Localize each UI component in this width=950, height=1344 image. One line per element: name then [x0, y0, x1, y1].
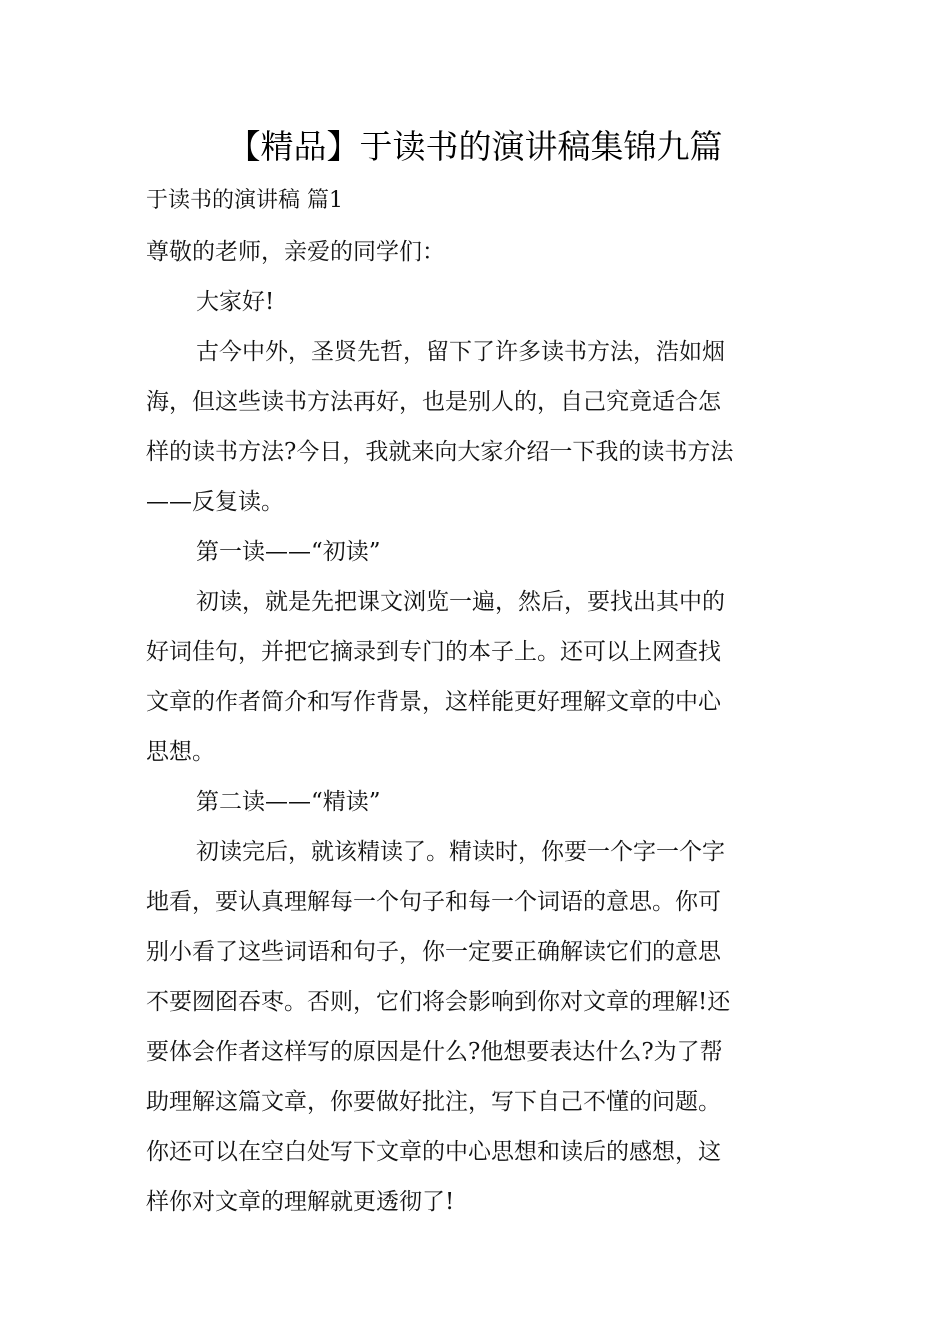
paragraph-line: ——反复读。 — [146, 489, 284, 515]
paragraph-line: 别小看了这些词语和句子，你一定要正确解读它们的意思 — [146, 939, 721, 965]
paragraph-line: 样你对文章的理解就更透彻了! — [146, 1189, 455, 1215]
paragraph-line: 初读完后，就该精读了。精读时，你要一个字一个字 — [196, 839, 725, 865]
salutation-line: 尊敬的老师，亲爱的同学们： — [146, 239, 445, 265]
paragraph-line: 文章的作者简介和写作背景，这样能更好理解文章的中心 — [146, 689, 721, 715]
paragraph-line: 你还可以在空白处写下文章的中心思想和读后的感想，这 — [146, 1139, 721, 1165]
paragraph-line: 好词佳句，并把它摘录到专门的本子上。还可以上网查找 — [146, 639, 721, 665]
paragraph-line: 要体会作者这样写的原因是什么?他想要表达什么?为了帮 — [146, 1039, 723, 1065]
paragraph-line: 海，但这些读书方法再好，也是别人的，自己究竟适合怎 — [146, 389, 721, 415]
greeting-line: 大家好! — [196, 289, 275, 315]
section-heading: 于读书的演讲稿 篇1 — [146, 188, 343, 213]
paragraph-line: 初读，就是先把课文浏览一遍，然后，要找出其中的 — [196, 589, 725, 615]
paragraph-line: 古今中外，圣贤先哲，留下了许多读书方法，浩如烟 — [196, 339, 725, 365]
paragraph-line: 助理解这篇文章，你要做好批注，写下自己不懂的问题。 — [146, 1089, 721, 1115]
subheading-first-read: 第一读——“初读” — [196, 539, 381, 565]
paragraph-line: 地看，要认真理解每一个句子和每一个词语的意思。你可 — [146, 889, 721, 915]
paragraph-line: 不要囫囵吞枣。否则，它们将会影响到你对文章的理解!还 — [146, 989, 731, 1015]
paragraph-line: 样的读书方法?今日，我就来向大家介绍一下我的读书方法 — [146, 439, 734, 465]
paragraph-line: 思想。 — [146, 739, 215, 765]
document-title: 【精品】于读书的演讲稿集锦九篇 — [227, 127, 723, 166]
subheading-second-read: 第二读——“精读” — [196, 789, 381, 815]
